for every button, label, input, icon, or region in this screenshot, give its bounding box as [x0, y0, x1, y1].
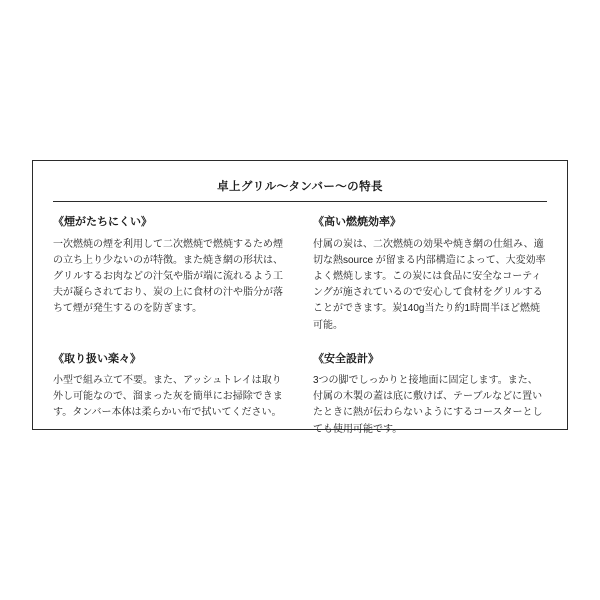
feature-heading: 《安全設計》 [313, 352, 379, 365]
feature-body: 3つの脚でしっかりと接地面に固定します。また、付属の木製の蓋は底に敷けば、テーブルなどに置いたときに熱が伝わらないようにするコースターとしても使用可能です。 [313, 375, 543, 435]
feature-section-safety [313, 351, 547, 438]
page-title: 卓上グリル〜タンバー〜の特長 [217, 181, 383, 193]
feature-heading: 《取り扱い楽々》 [53, 352, 141, 365]
feature-body: 一次燃焼の煙を利用して二次燃焼で燃焼するため煙の立ち上り少ないのが特徴。また焼き網の形状は、グリルするお肉などの汁気や脂が端に流れるよう工夫が凝らされており、炭の上に食材の汁や脂分が落ちて煙が発生するのを防ぎます。 [53, 238, 283, 315]
feature-body: 付属の炭は、二次燃焼の効果や焼き網の仕組み、適切な熱source が留まる内部構造によって、大変効率よく燃焼します。この炭には食品に安全なコーティングが施されているので安心して食材をグリルすることができます。炭140g当たり約1時間半ほど燃焼可能。 [313, 238, 546, 331]
feature-column-left [53, 214, 287, 422]
feature-heading: 《煙がたちにくい》 [53, 216, 152, 229]
feature-body: 小型で組み立て不要。また、アッシュトレイは取り外し可能なので、溜まった灰を簡単にお掃除できます。タンバー本体は柔らかい布で拭いてください。 [53, 375, 283, 419]
feature-heading: 《高い燃焼効率》 [313, 216, 401, 229]
feature-section-smoke [53, 214, 287, 335]
feature-section-efficiency [313, 214, 547, 335]
feature-panel [32, 160, 568, 435]
feature-columns [53, 214, 547, 438]
title-divider [53, 201, 547, 202]
feature-section-handling [53, 351, 287, 422]
feature-column-right [313, 214, 547, 438]
